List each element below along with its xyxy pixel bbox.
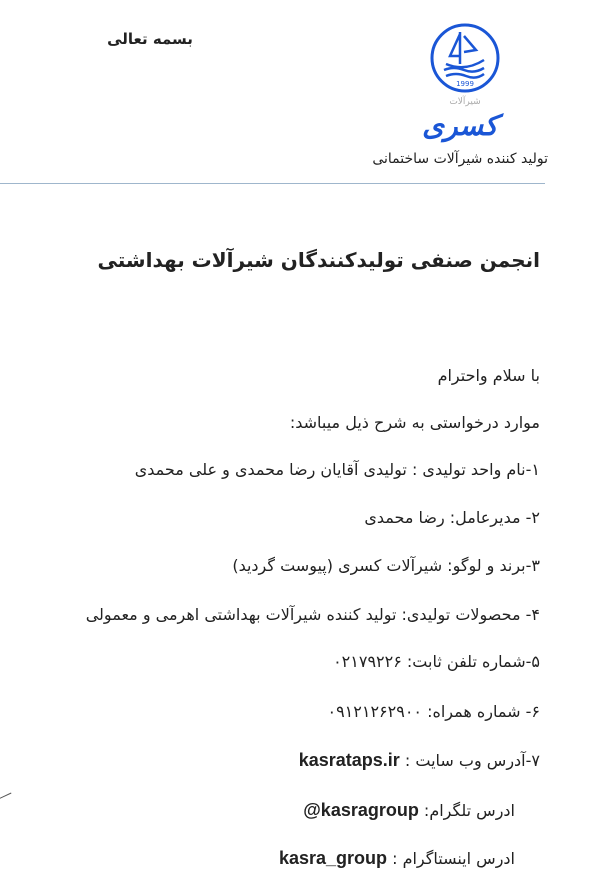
- instagram-label: ادرس اینستاگرام :: [387, 849, 515, 868]
- website-link[interactable]: kasrataps.ir: [298, 750, 400, 770]
- greeting: با سلام واحترام: [437, 366, 540, 385]
- item-brand: ۳-برند و لوگو: شیرآلات کسری (پیوست گردید): [232, 556, 540, 575]
- logo-year: 1999: [456, 80, 474, 88]
- telegram-handle[interactable]: @kasragroup: [303, 800, 419, 820]
- item-phone: ۵-شماره تلفن ثابت: ۰۲۱۷۹۲۲۶: [333, 652, 540, 671]
- item-mobile: ۶- شماره همراه: ۰۹۱۲۱۲۶۲۹۰۰: [327, 702, 540, 721]
- item-telegram: [303, 800, 515, 821]
- kasra-logo-icon: [420, 20, 510, 100]
- header-divider: [0, 183, 545, 184]
- item-website: [299, 750, 540, 771]
- item-ceo: ۲- مدیرعامل: رضا محمدی: [364, 508, 540, 527]
- letter-title: انجمن صنفی تولیدکنندگان شیرآلات بهداشتی: [97, 248, 540, 272]
- intro: موارد درخواستی به شرح ذیل میباشد:: [289, 413, 540, 432]
- logo-small-text: شیرآلات: [449, 97, 481, 107]
- item-unit-name: ۱-نام واحد تولیدی : تولیدی آقایان رضا محمدی و علی محمدی: [134, 460, 540, 479]
- company-subtitle: تولید کننده شیرآلات ساختمانی: [372, 151, 548, 167]
- margin-mark: [0, 793, 16, 809]
- instagram-handle[interactable]: kasra_group: [278, 848, 388, 868]
- item-products: ۴- محصولات تولیدی: تولید کننده شیرآلات بهداشتی اهرمی و معمولی: [85, 605, 540, 624]
- bismillah-heading: بسمه تعالی: [107, 30, 193, 48]
- telegram-label: ادرس تلگرام:: [418, 801, 515, 820]
- item-instagram: [279, 848, 515, 869]
- website-label: ۷-آدرس وب سایت :: [399, 751, 540, 770]
- logo-brand: کسری: [422, 109, 498, 142]
